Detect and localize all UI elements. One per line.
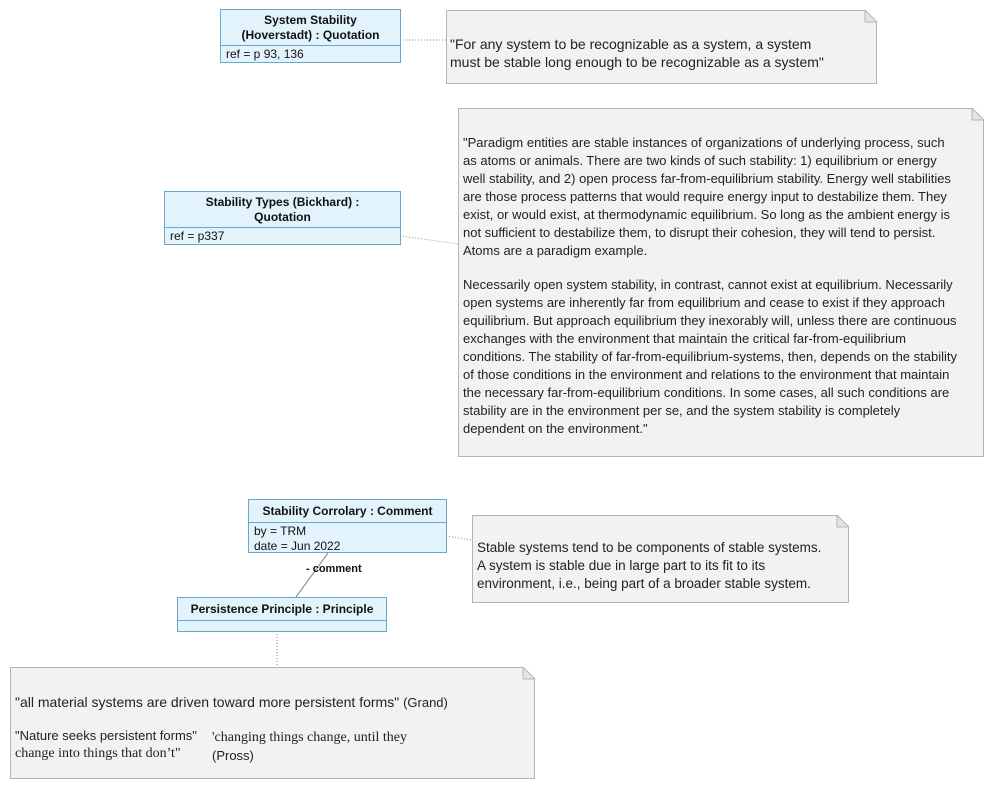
note-text (450, 35, 836, 71)
object-title-line: Persistence Principle : Principle (190, 602, 374, 616)
bickhard-note[interactable] (458, 108, 984, 457)
quote-nature-continued: change into things that don’t" (15, 746, 181, 761)
association-label: - comment (306, 563, 362, 575)
note-fold-corner (523, 667, 535, 679)
object-title (221, 10, 400, 45)
hoverstadt-note[interactable] (446, 10, 877, 84)
object-attributes-empty (178, 620, 386, 633)
attribution-pross: (Pross) (212, 748, 254, 763)
quote-nature: "Nature seeks persistent forms" (15, 728, 197, 743)
object-attributes (221, 45, 400, 63)
note-fold-corner (837, 515, 849, 527)
attribute-date: date = Jun 2022 (254, 539, 341, 553)
persistence-note[interactable] (10, 667, 535, 779)
stability-types-object[interactable] (164, 191, 401, 245)
note-text (463, 134, 960, 452)
object-title (165, 192, 400, 227)
note-paragraph: "Paradigm entities are stable instances of organizations of underlying process, such as atoms or animals. There are two kinds of such stability: 1) equilibrium or energy well stability, and 2) open process far-from-equilibrium stability. Energy well stabilities are those process patterns that would require energy input to destabilize them. They exist, or would exist, at thermodynamic equilibrium. So long as the ambient energy is not sufficient to destabilize them, to disrupt their cohesion, they will tend to persist. Atoms are a paradigm example. (463, 135, 951, 258)
persistence-principle-object[interactable] (177, 597, 387, 632)
attribution-grand: (Grand) (403, 695, 448, 710)
note-fold-corner (865, 10, 877, 22)
note-text (477, 539, 837, 593)
quote-pross-block (212, 727, 407, 765)
object-title-line: Stability Types (Bickhard) : (205, 195, 360, 209)
object-title (249, 500, 446, 522)
note-paragraph: Necessarily open system stability, in contrast, cannot exist at equilibrium. Necessarily open systems are inherently far from equilibrium and cease to exist if they approach equilibrium. But approach equilibrium they inexorably will, unless there are continuous exchanges with the environment that maintain the critical far-from-equilibrium conditions. The stability of far-from-equilibrium-systems, then, depends on the stability of those conditions in the environment and relations to the environment that maintain the necessary far-from-equilibrium conditions. In some cases, all such conditions are stability are in the environment per se, and the system stability is completely dependent on the environment." (463, 277, 957, 436)
quote-grand: "all material systems are driven toward more persistent forms" (15, 694, 400, 710)
object-title-line: Stability Corrolary : Comment (262, 504, 433, 518)
object-title (178, 598, 386, 620)
note-line: must be stable long enough to be recognizable as a system" (450, 54, 824, 70)
attribute-ref: ref = p 93, 136 (226, 47, 304, 61)
anchor-line-corollary (446, 536, 473, 540)
anchor-line-bickhard (400, 236, 459, 244)
association-line (296, 553, 328, 597)
stability-corollary-object[interactable] (248, 499, 447, 553)
quote-nature-block (15, 727, 197, 763)
object-title-line: System Stability (264, 13, 357, 27)
quote-pross: 'changing things change, until they (212, 730, 407, 745)
corollary-note[interactable] (472, 515, 849, 603)
note-line: environment, i.e., being part of a broader stable system. (477, 576, 811, 591)
note-line: Stable systems tend to be components of stable systems. (477, 540, 822, 555)
attribute-by: by = TRM (254, 524, 307, 538)
note-line: "For any system to be recognizable as a system, a system (450, 36, 812, 52)
attribute-ref: ref = p337 (170, 229, 225, 243)
note-line (15, 693, 515, 712)
object-attributes (249, 522, 446, 555)
note-fold-corner (972, 108, 984, 120)
note-line: A system is stable due in large part to its fit to its (477, 558, 766, 573)
object-attributes (165, 227, 400, 245)
note-text (15, 693, 515, 773)
system-stability-object[interactable] (220, 9, 401, 63)
object-title-line: Quotation (254, 210, 311, 224)
object-title-line: (Hoverstadt) : Quotation (241, 28, 380, 42)
